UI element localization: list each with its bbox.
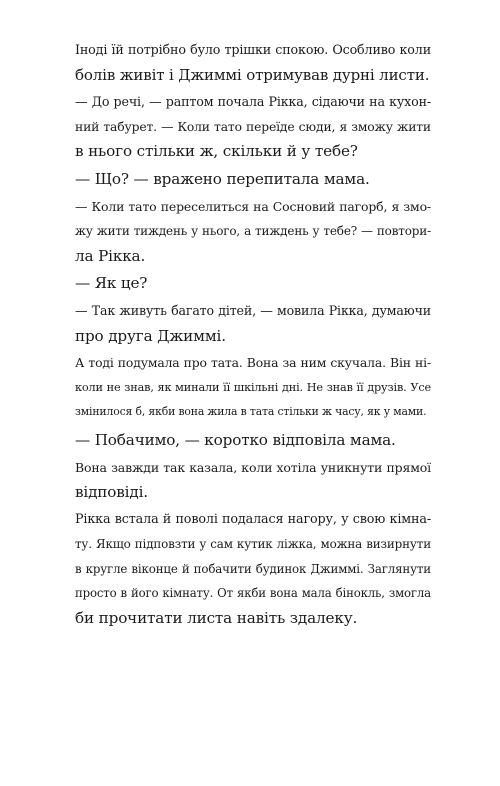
text-line: просто в його кімнату. От якби вона мала бінокль, змогла	[75, 586, 431, 601]
paragraph	[75, 456, 431, 505]
text-line: в нього стільки ж, скільки й у тебе?	[75, 142, 358, 161]
text-line: — Коли тато переселиться на Сосновий пагорб, я змо-	[75, 198, 431, 214]
text-line: про друга Джиммі.	[75, 326, 226, 345]
text-line: коли не знав, як минали її шкільні дні. Не знав її друзів. Усе	[75, 380, 431, 394]
paragraph	[75, 90, 431, 164]
text-line: Іноді їй потрібно було трішки спокою. Особливо коли	[75, 42, 431, 57]
text-line: в кругле віконце й побачити будинок Джиммі. Заглянути	[75, 561, 431, 576]
text-line: болів живіт і Джиммі отримував дурні листи.	[75, 65, 430, 84]
text-line: Рікка встала й поволі подалася нагору, у свою кімна-	[75, 511, 431, 527]
text-line: ний табурет. — Коли тато переїде сюди, я зможу жити	[75, 119, 431, 134]
text-line: ла Рікка.	[75, 246, 146, 265]
paragraph	[75, 167, 431, 192]
text-line: — Як це?	[75, 274, 148, 293]
text-line: — Що? — вражено перепитала мама.	[75, 169, 370, 188]
text-line: ту. Якщо підповзти у сам кутик ліжка, можна визирнути	[75, 537, 431, 552]
text-line: — До речі, — раптом почала Рікка, сідаючи на кухон-	[75, 94, 431, 110]
paragraph	[75, 195, 431, 269]
text-line: Вона завжди так казала, коли хотіла уникнути прямої	[75, 459, 431, 475]
text-line: — Побачимо, — коротко відповіла мама.	[75, 430, 396, 449]
paragraph	[75, 271, 431, 296]
text-line: би прочитати листа навіть здалеку.	[75, 609, 358, 628]
text-line: жу жити тиждень у нього, а тиждень у тебе? — повтори-	[75, 224, 431, 239]
text-line: відповіді.	[75, 483, 148, 502]
text-line: А тоді подумала про тата. Вона за ним скучала. Він ні-	[75, 355, 431, 371]
paragraph	[75, 299, 431, 348]
body-text	[75, 38, 431, 634]
text-line: змінилося б, якби вона жила в тата стільки ж часу, як у мами.	[75, 405, 427, 419]
paragraph	[75, 508, 431, 631]
paragraph	[75, 428, 431, 453]
paragraph	[75, 38, 431, 87]
text-line: — Так живуть багато дітей, — мовила Рікка, думаючи	[75, 302, 431, 318]
paragraph	[75, 351, 431, 425]
